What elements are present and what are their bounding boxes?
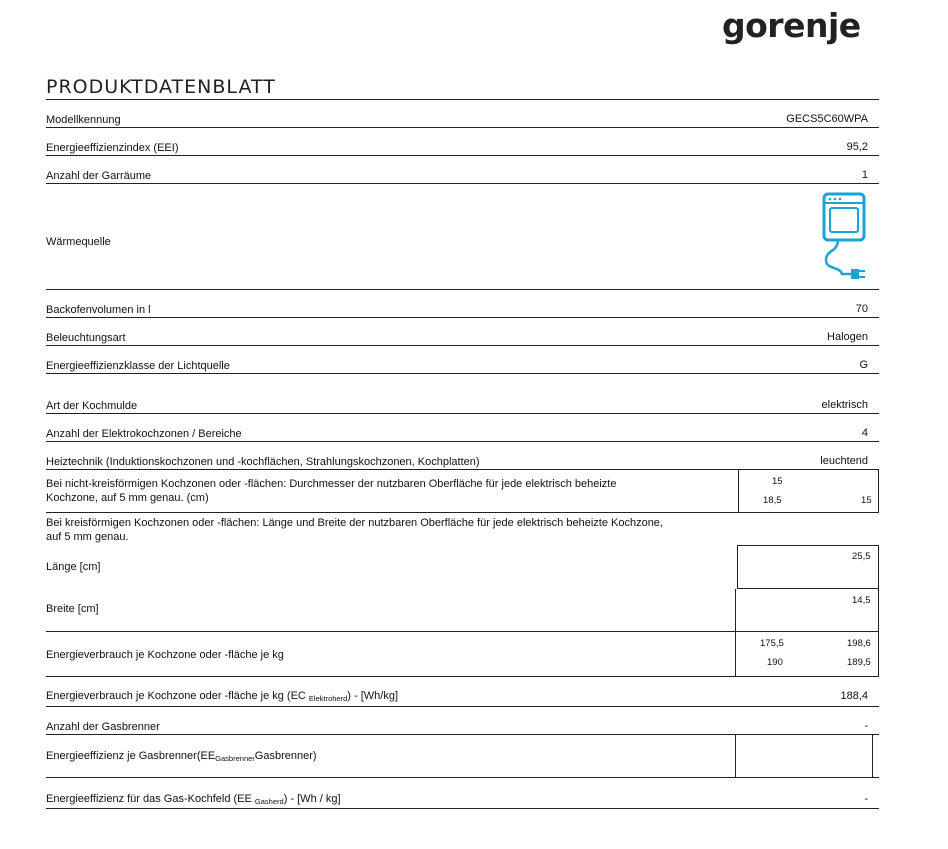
heat-source-label: Wärmequelle bbox=[46, 236, 111, 248]
brand-logo: gorenje bbox=[722, 6, 861, 45]
cell-divider bbox=[878, 631, 879, 676]
noncircular-label-line1: Bei nicht-kreisförmigen Kochzonen oder -flächen: Durchmesser der nutzbaren Oberfläche für jede elektrisch beheizte bbox=[46, 478, 617, 490]
row-divider bbox=[46, 631, 879, 632]
row-divider bbox=[46, 413, 879, 414]
energy-zone-value-3: 190 bbox=[767, 657, 783, 668]
gas-hob-value: - bbox=[864, 793, 868, 805]
energy-zone-value-2: 198,6 bbox=[847, 638, 871, 649]
row-divider bbox=[46, 441, 879, 442]
row-divider bbox=[46, 808, 879, 809]
eei-label: Energieeffizienzindex (EEI) bbox=[46, 142, 179, 154]
cell-divider bbox=[735, 734, 736, 778]
row-divider bbox=[46, 289, 879, 290]
zones-value: 4 bbox=[861, 427, 868, 439]
cavities-label: Anzahl der Garräume bbox=[46, 170, 152, 182]
energy-per-zone-label: Energieverbrauch je Kochzone oder -fläche je kg bbox=[46, 649, 284, 661]
noncircular-value-3: 15 bbox=[861, 495, 872, 506]
length-label: Länge [cm] bbox=[46, 561, 101, 573]
noncircular-value-2: 18,5 bbox=[763, 495, 782, 506]
heating-tech-value: leuchtend bbox=[820, 455, 868, 467]
gas-hob-label: Energieeffizienz für das Gas-Kochfeld (EE $_{Gasherd}$) - [Wh / kg] bbox=[46, 793, 341, 806]
cavities-value: 1 bbox=[861, 169, 868, 181]
row-divider bbox=[46, 512, 879, 513]
noncircular-value-1: 15 bbox=[772, 476, 783, 487]
energy-ec-label: Energieverbrauch je Kochzone oder -fläche je kg (EC $_{Elektroherd}$) - [Wh/kg] bbox=[46, 690, 399, 703]
title-divider bbox=[46, 99, 879, 100]
energy-ec-value: 188,4 bbox=[840, 690, 868, 702]
width-value: 14,5 bbox=[852, 595, 871, 606]
heating-tech-label: Heiztechnik (Induktionskochzonen und -kochflächen, Strahlungskochzonen, Kochplatten) bbox=[46, 456, 480, 468]
row-divider bbox=[46, 373, 879, 374]
circular-label-line1: Bei kreisförmigen Kochzonen oder -flächen: Länge und Breite der nutzbaren Oberfläche für jede elektrisch beheizte Kochzone, bbox=[46, 517, 663, 529]
model-value: GECS5C60WPA bbox=[786, 113, 868, 125]
cell-divider bbox=[878, 469, 879, 513]
cell-divider bbox=[738, 469, 739, 513]
cell-divider bbox=[872, 734, 873, 778]
gas-eff-label: Energieeffizienz je $Gasbrenner(EE_{Gasbrenner}Gasbrenner)$ bbox=[46, 750, 317, 763]
lighting-label: Beleuchtungsart bbox=[46, 332, 126, 344]
cell-divider bbox=[735, 589, 736, 631]
row-divider bbox=[46, 734, 879, 735]
volume-label: Backofenvolumen in l bbox=[46, 304, 151, 316]
cell-divider bbox=[878, 589, 879, 631]
row-divider bbox=[46, 183, 879, 184]
eei-value: 95,2 bbox=[846, 141, 868, 153]
lighting-value: Halogen bbox=[827, 331, 868, 343]
length-value: 25,5 bbox=[852, 551, 871, 562]
energy-zone-value-4: 189,5 bbox=[847, 657, 871, 668]
hob-type-value: elektrisch bbox=[821, 399, 868, 411]
gas-burners-value: - bbox=[864, 720, 868, 732]
row-divider bbox=[46, 345, 879, 346]
row-divider bbox=[46, 155, 879, 156]
light-class-value: G bbox=[859, 359, 868, 371]
row-divider bbox=[46, 706, 879, 707]
row-divider bbox=[46, 317, 879, 318]
energy-zone-value-1: 175,5 bbox=[760, 638, 784, 649]
width-label: Breite [cm] bbox=[46, 603, 99, 615]
gas-burners-label: Anzahl der Gasbrenner bbox=[46, 721, 160, 733]
row-divider bbox=[46, 469, 879, 470]
noncircular-label-line2: Kochzone, auf 5 mm genau. (cm) bbox=[46, 492, 209, 504]
circular-label-line2: auf 5 mm genau. bbox=[46, 531, 129, 543]
volume-value: 70 bbox=[855, 303, 868, 315]
light-class-label: Energieeffizienzklasse der Lichtquelle bbox=[46, 360, 230, 372]
page-title: PRODUKTDATENBLATT bbox=[46, 76, 276, 98]
hob-type-label: Art der Kochmulde bbox=[46, 400, 138, 412]
electric-oven-icon bbox=[818, 192, 870, 284]
row-divider bbox=[46, 676, 879, 677]
cell-divider bbox=[735, 631, 736, 676]
model-label: Modellkennung bbox=[46, 114, 121, 126]
row-divider bbox=[46, 127, 879, 128]
zones-label: Anzahl der Elektrokochzonen / Bereiche bbox=[46, 428, 242, 440]
row-divider bbox=[46, 777, 879, 778]
